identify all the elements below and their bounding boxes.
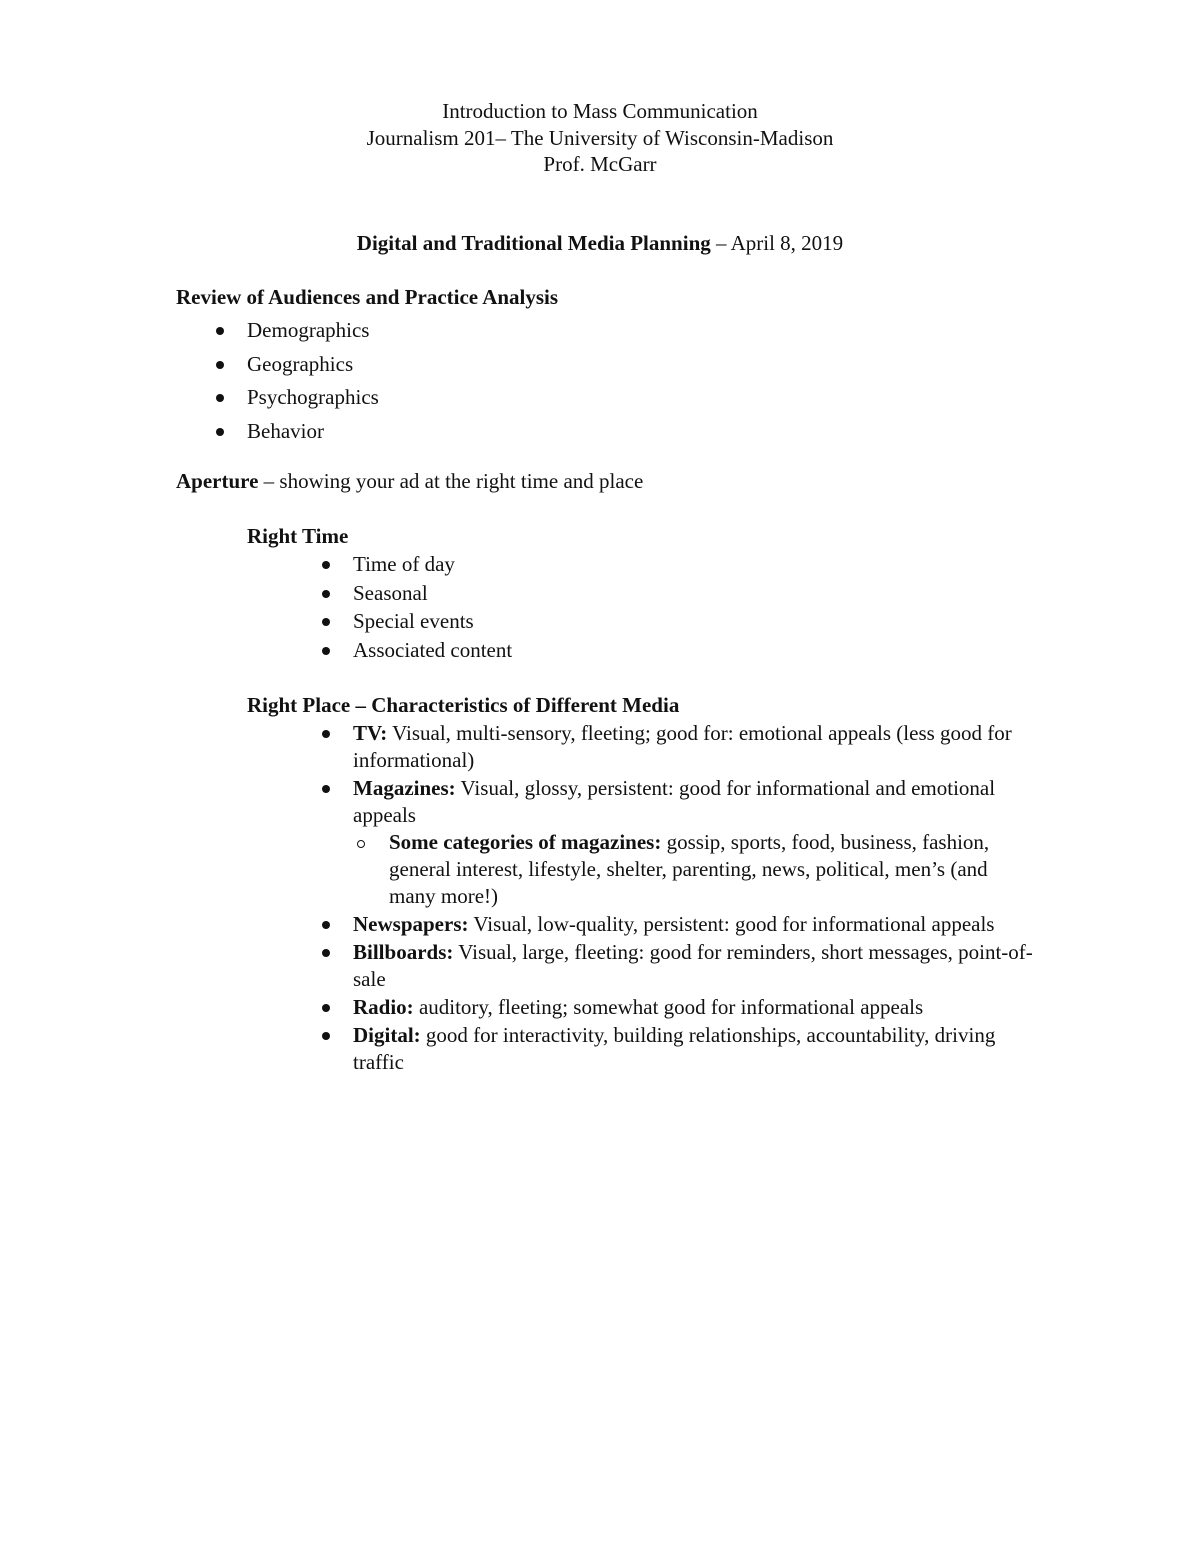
magazine-sublist — [353, 829, 1033, 910]
bullet-icon — [322, 785, 330, 793]
hollow-bullet-icon — [357, 840, 365, 848]
course-title: Introduction to Mass Communication — [442, 99, 758, 123]
media-description: good for interactivity, building relationships, accountability, driving traffic — [353, 1023, 996, 1074]
sub-description: gossip, sports, food, business, fashion, general interest, lifestyle, shelter, parenting, news, political, men’s (and many more!) — [389, 830, 990, 908]
list-item — [353, 608, 512, 637]
lecture-title-date: – April 8, 2019 — [710, 231, 844, 255]
bullet-icon — [322, 730, 330, 738]
bullet-icon — [322, 921, 330, 929]
bullet-icon — [322, 590, 330, 598]
bullet-icon — [216, 428, 224, 436]
list-item — [353, 994, 1033, 1021]
lecture-title-main: Digital and Traditional Media Planning — [356, 231, 711, 255]
bullet-icon — [322, 1032, 330, 1040]
list-item — [389, 829, 1033, 910]
list-item — [247, 351, 379, 385]
aperture-text: – showing your ad at the right time and place — [258, 469, 644, 493]
list-item — [353, 775, 1033, 910]
list-item-text: Time of day — [353, 552, 455, 576]
course-header — [0, 98, 1200, 178]
media-description: Visual, glossy, persistent: good for informational and emotional appeals — [353, 776, 996, 827]
media-description: Visual, low-quality, persistent: good for informational appeals — [468, 912, 995, 936]
list-item — [247, 317, 379, 351]
list-item — [353, 720, 1033, 774]
aperture-definition — [176, 468, 643, 495]
media-label: Magazines: — [353, 776, 456, 800]
bullet-icon — [216, 394, 224, 402]
list-item-text: Special events — [353, 609, 474, 634]
right-place-heading: Right Place – Characteristics of Different Media — [247, 693, 680, 717]
list-item-text: Seasonal — [353, 580, 428, 605]
media-label: Digital: — [353, 1023, 421, 1047]
aperture-term: Aperture — [176, 469, 259, 493]
professor-name: Prof. McGarr — [543, 152, 657, 176]
list-item-text: Behavior — [247, 418, 324, 443]
bullet-icon — [322, 949, 330, 957]
list-item — [353, 580, 512, 609]
course-number: Journalism 201– The University of Wisconsin-Madison — [366, 125, 834, 150]
list-item — [353, 551, 512, 580]
media-label: Radio: — [353, 995, 414, 1019]
media-label: Newspapers: — [353, 912, 469, 936]
right-place-list — [353, 720, 1033, 1077]
list-item — [353, 1022, 1033, 1076]
list-item — [353, 939, 1033, 993]
list-item-text: Psychographics — [247, 385, 379, 409]
list-item — [247, 418, 379, 452]
media-label: Billboards: — [353, 940, 454, 964]
review-list — [247, 317, 379, 451]
list-item — [247, 384, 379, 418]
lecture-title — [0, 230, 1200, 257]
list-item-text: Geographics — [247, 351, 354, 376]
list-item-text: Demographics — [247, 318, 370, 342]
bullet-icon — [216, 361, 224, 369]
bullet-icon — [322, 561, 330, 569]
right-time-list — [353, 551, 512, 665]
review-heading: Review of Audiences and Practice Analysis — [176, 285, 559, 309]
media-description: Visual, multi-sensory, fleeting; good for: emotional appeals (less good for informational) — [353, 721, 1012, 772]
list-item-text: Associated content — [353, 637, 513, 662]
media-description: auditory, fleeting; somewhat good for informational appeals — [413, 995, 924, 1019]
media-description: Visual, large, fleeting: good for reminders, short messages, point-of-sale — [353, 940, 1033, 991]
list-item — [353, 911, 1033, 938]
bullet-icon — [322, 647, 330, 655]
right-time-heading: Right Time — [247, 524, 349, 548]
bullet-icon — [322, 618, 330, 626]
bullet-icon — [322, 1004, 330, 1012]
media-label: TV: — [353, 721, 388, 745]
bullet-icon — [216, 327, 224, 335]
list-item — [353, 637, 512, 666]
sub-label: Some categories of magazines: — [389, 830, 662, 854]
